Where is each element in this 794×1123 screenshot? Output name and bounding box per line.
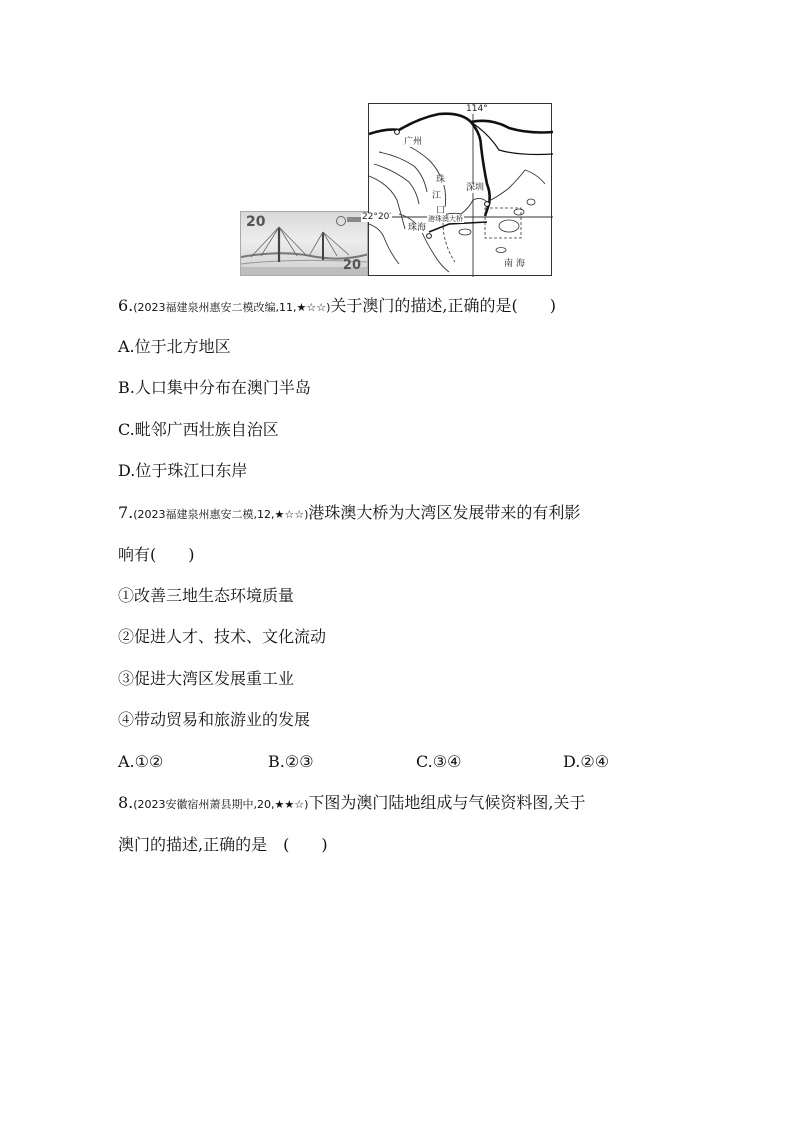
- q6-option-b[interactable]: B.人口集中分布在澳门半岛: [118, 378, 311, 397]
- q8-text-line2: 澳门的描述,正确的是 ( ): [118, 835, 328, 854]
- q6-number: 6.: [118, 296, 134, 315]
- q6-stem: [118, 296, 556, 318]
- banknote-denomination-top: 20: [246, 214, 266, 230]
- q7-choice-a[interactable]: A.①②: [118, 752, 164, 771]
- q7-text-line1: 港珠澳大桥为大湾区发展带来的有利影: [308, 503, 581, 522]
- banknote-image: [240, 211, 368, 276]
- place-shenzhen: 深圳: [466, 183, 485, 193]
- figure-banknote-and-map: [240, 103, 552, 276]
- place-south-sea: 南 海: [504, 259, 525, 269]
- map-lines: [369, 104, 553, 277]
- q8-source: (2023安徽宿州萧县期中,20,★★☆): [133, 798, 309, 811]
- q6-option-a[interactable]: A.位于北方地区: [118, 337, 231, 356]
- q6-option-d[interactable]: D.位于珠江口东岸: [118, 461, 248, 480]
- place-kou: 口: [436, 206, 446, 216]
- q6-option-c[interactable]: C.毗邻广西壮族自治区: [118, 420, 279, 439]
- q7-item-2: ②促进人才、技术、文化流动: [118, 627, 327, 646]
- place-zhu: 珠: [436, 175, 446, 185]
- place-guangzhou: 广州: [404, 137, 423, 147]
- pearl-river-delta-map: [362, 103, 552, 276]
- q7-choice-d[interactable]: D.②④: [563, 752, 610, 771]
- q7-stem: [118, 503, 580, 525]
- place-bridge: 港珠澳大桥: [428, 215, 463, 223]
- place-jiang: 江: [432, 191, 442, 201]
- q7-number: 7.: [118, 503, 134, 522]
- q8-text-line1: 下图为澳门陆地组成与气候资料图,关于: [308, 793, 586, 812]
- place-zhuhai: 珠海: [408, 223, 427, 233]
- q7-choice-c[interactable]: C.③④: [416, 752, 462, 771]
- q7-item-4: ④带动贸易和旅游业的发展: [118, 710, 311, 729]
- q7-item-3: ③促进大湾区发展重工业: [118, 669, 295, 688]
- latitude-label: 22°20′: [362, 212, 392, 222]
- q7-item-1: ①改善三地生态环境质量: [118, 586, 295, 605]
- q7-source: (2023福建泉州惠安二模,12,★☆☆): [133, 508, 309, 521]
- q6-source: (2023福建泉州惠安二模改编,11,★☆☆): [133, 301, 331, 314]
- q8-stem: [118, 793, 586, 815]
- banknote-denomination-bottom: 20: [342, 258, 361, 273]
- q7-text-line2: 响有( ): [118, 545, 195, 564]
- q8-number: 8.: [118, 793, 134, 812]
- q7-choice-b[interactable]: B.②③: [268, 752, 314, 771]
- longitude-label: 114°: [466, 104, 488, 114]
- q6-text: 关于澳门的描述,正确的是( ): [330, 296, 556, 315]
